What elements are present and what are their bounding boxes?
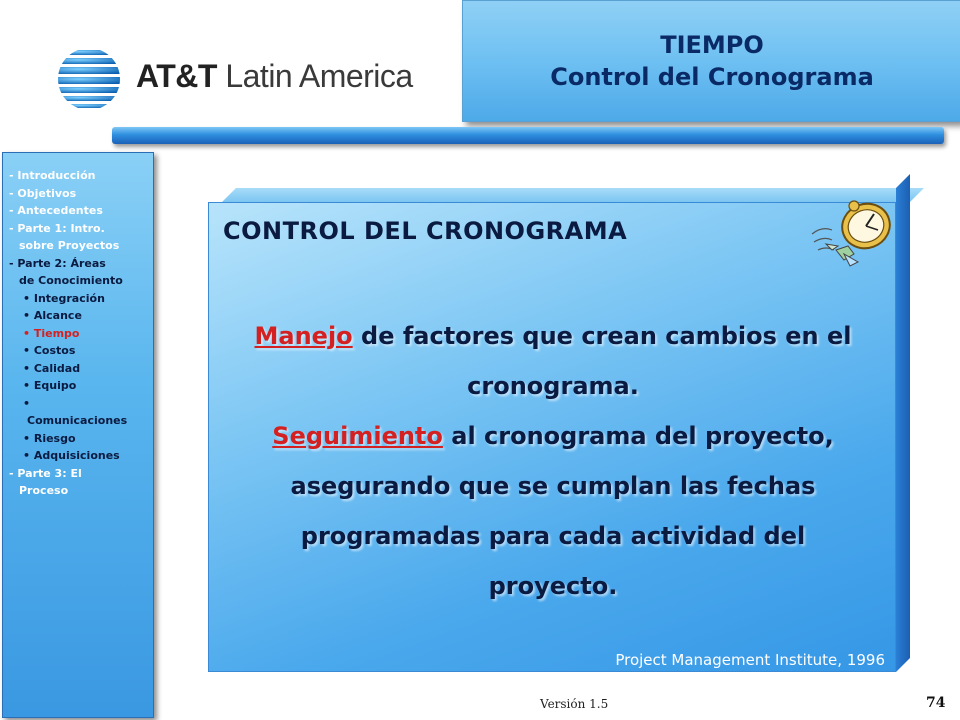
sidebar-item[interactable]: Comunicaciones — [27, 414, 128, 427]
paragraph-2-line-1 — [209, 411, 897, 461]
sidebar-item[interactable]: • Tiempo — [23, 326, 80, 340]
logo-region: Latin America — [225, 58, 413, 94]
sidebar-item[interactable]: Proceso — [19, 484, 69, 497]
paragraph-2-line-3: programadas para cada actividad del — [300, 522, 806, 550]
sidebar-item[interactable]: de Conocimiento — [19, 274, 123, 287]
header-divider — [112, 127, 944, 144]
slide-title: TIEMPO — [660, 31, 764, 59]
content-body — [209, 311, 897, 611]
paragraph-2-line-2: asegurando que se cumplan las fechas — [290, 472, 816, 500]
flying-clock-icon — [808, 194, 898, 270]
citation: Project Management Institute, 1996 — [615, 651, 885, 669]
sidebar-item[interactable]: - Introducción — [9, 169, 96, 182]
logo-brand: AT&T — [136, 58, 217, 94]
sidebar-item[interactable]: - Parte 2: Áreas — [9, 256, 106, 270]
sidebar-list — [3, 153, 153, 500]
keyword-manejo: Manejo — [254, 322, 353, 350]
content-heading: CONTROL DEL CRONOGRAMA — [223, 217, 628, 245]
slide-subtitle: Control del Cronograma — [550, 63, 874, 91]
paragraph-2-line-4: proyecto. — [488, 572, 618, 600]
sidebar-outline — [2, 152, 154, 718]
sidebar-item[interactable]: • Adquisiciones — [23, 449, 120, 462]
sidebar-item[interactable]: • Equipo — [23, 379, 77, 392]
page-number: 74 — [926, 695, 946, 711]
sidebar-item[interactable]: - Parte 3: El — [9, 466, 82, 480]
sidebar-item[interactable]: • Integración — [23, 291, 105, 305]
sidebar-item[interactable]: sobre Proyectos — [19, 239, 120, 252]
sidebar-item[interactable]: • Costos — [23, 344, 76, 357]
keyword-seguimiento: Seguimiento — [272, 422, 443, 450]
paragraph-1-line-2: cronograma. — [467, 372, 639, 400]
slide-title-box — [462, 0, 960, 122]
sidebar-item[interactable]: - Antecedentes — [9, 204, 103, 217]
sidebar-item[interactable]: • Calidad — [23, 361, 81, 375]
paragraph-1-text: de factores que crean cambios en el — [352, 322, 852, 350]
paragraph-1-line-1 — [209, 311, 897, 361]
content-box-side-face — [896, 174, 910, 672]
content-box — [208, 202, 896, 672]
logo-wordmark — [136, 58, 413, 95]
sidebar-item[interactable]: • Riesgo — [23, 431, 76, 445]
sidebar-item[interactable]: • — [23, 396, 31, 410]
sidebar-item[interactable]: - Objetivos — [9, 186, 77, 200]
company-logo — [50, 40, 413, 120]
version-label: Versión 1.5 — [540, 697, 609, 711]
att-globe-icon — [56, 46, 122, 112]
sidebar-item[interactable]: • Alcance — [23, 309, 82, 322]
sidebar-item[interactable]: - Parte 1: Intro. — [9, 221, 105, 235]
paragraph-2-text: al cronograma del proyecto, — [442, 422, 834, 450]
